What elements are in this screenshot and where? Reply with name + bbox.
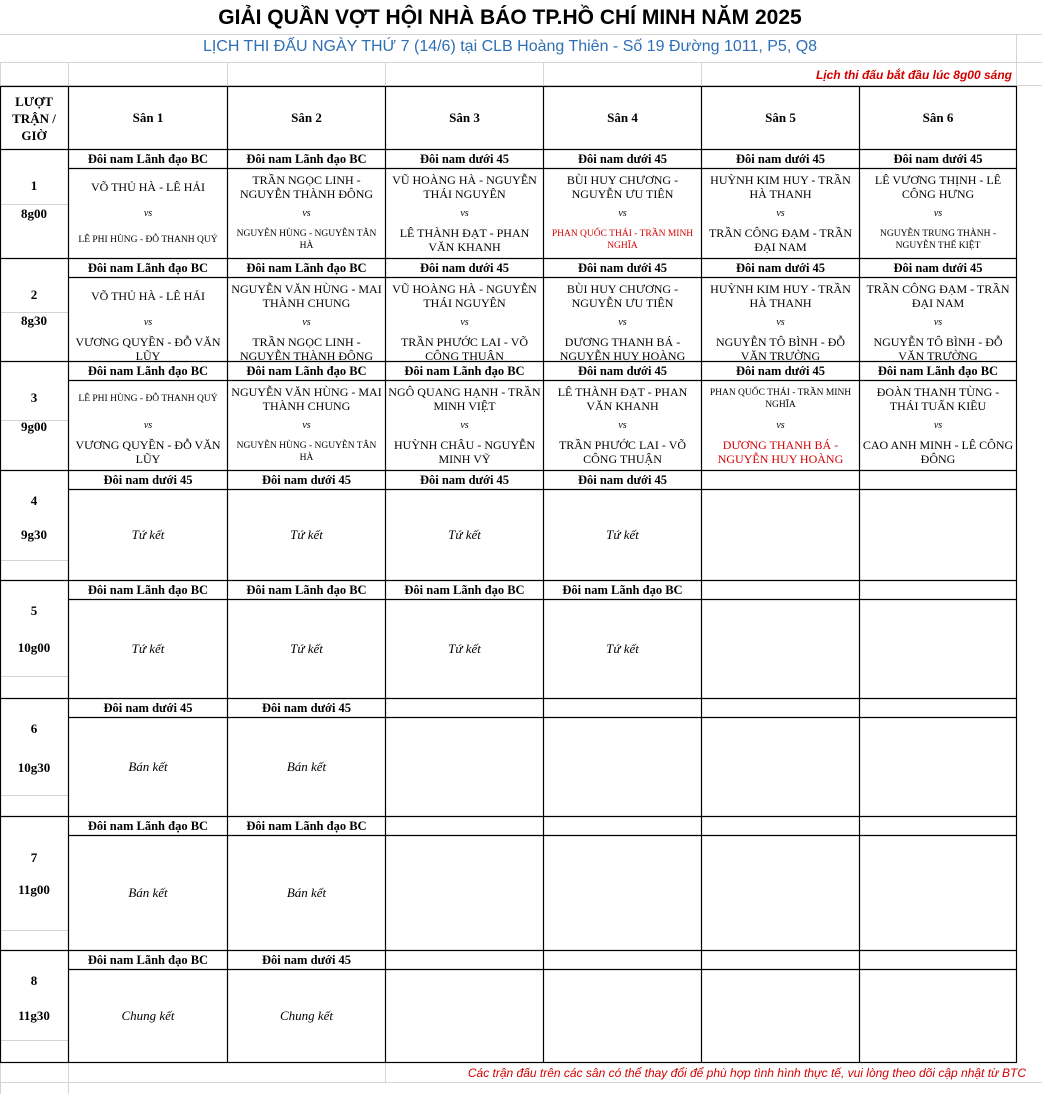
round-time: 9g30 xyxy=(21,527,47,542)
team-b: NGUYỄN HÙNG - NGUYỄN TÂN HÀ xyxy=(236,229,377,251)
page-subtitle: LỊCH THI ĐẤU NGÀY THỨ 7 (14/6) tại CLB Hoàng Thiên - Số 19 Đường 1011, P5, Q8 xyxy=(202,38,818,55)
category-label: Đôi nam Lãnh đạo BC xyxy=(87,953,209,967)
category-label: Đôi nam dưới 45 xyxy=(577,261,668,275)
category-label: Đôi nam Lãnh đạo BC xyxy=(246,152,367,166)
start-time-note: Lịch thi đấu bắt đầu lúc 8g00 sáng xyxy=(815,68,1012,82)
category-label: Đôi nam dưới 45 xyxy=(577,473,668,487)
header-round-line2: TRẬN / xyxy=(12,110,56,126)
team-b: NGUYỄN HÙNG - NGUYỄN TÂN HÀ xyxy=(236,441,377,463)
vs-label: vs xyxy=(933,208,943,219)
category-label: Đôi nam dưới 45 xyxy=(419,473,510,487)
team-a: VŨ HOÀNG HÀ - NGUYỄN THÁI NGUYÊN xyxy=(392,173,537,201)
court-header-3: Sân 3 xyxy=(449,110,480,125)
stage-label: Chung kết xyxy=(121,1008,175,1023)
category-label: Đôi nam dưới 45 xyxy=(735,261,826,275)
stage-label: Tứ kết xyxy=(448,527,481,542)
round-time: 10g00 xyxy=(17,640,51,655)
vs-label: vs xyxy=(776,317,785,328)
category-label: Đôi nam dưới 45 xyxy=(577,152,668,166)
category-label: Đôi nam dưới 45 xyxy=(893,261,983,275)
header-round-line3: GIỜ xyxy=(21,127,47,143)
team-a: BÙI HUY CHƯƠNG - NGUYỄN ƯU TIÊN xyxy=(566,173,679,201)
category-label: Đôi nam Lãnh đạo BC xyxy=(246,261,367,275)
team-b: DƯƠNG THANH BÁ - NGUYỄN HUY HOÀNG xyxy=(559,335,686,363)
team-b: NGUYỄN TÔ BÌNH - ĐỖ VĂN TRƯỜNG xyxy=(715,335,846,363)
category-label: Đôi nam Lãnh đạo BC xyxy=(877,364,999,378)
vs-label: vs xyxy=(302,208,311,219)
team-b: VƯƠNG QUYỀN - ĐỖ VĂN LŨY xyxy=(75,335,221,363)
header-round-line1: LƯỢT xyxy=(15,93,53,109)
team-a: HUỲNH KIM HUY - TRẦN HÀ THANH xyxy=(710,173,851,201)
category-label: Đôi nam Lãnh đạo BC xyxy=(87,261,209,275)
stage-label: Bán kết xyxy=(286,759,327,774)
stage-label: Tứ kết xyxy=(606,527,639,542)
vs-label: vs xyxy=(618,317,627,328)
category-label: Đôi nam Lãnh đạo BC xyxy=(87,819,209,833)
team-a: NGUYỄN VĂN HÙNG - MAI THÀNH CHUNG xyxy=(231,385,382,413)
team-b: HUỲNH CHÂU - NGUYỄN MINH VỸ xyxy=(394,438,535,466)
category-label: Đôi nam Lãnh đạo BC xyxy=(87,364,209,378)
stage-label: Chung kết xyxy=(279,1008,334,1023)
court-header-4: Sân 4 xyxy=(607,110,638,125)
vs-label: vs xyxy=(460,208,469,219)
category-label: Đôi nam dưới 45 xyxy=(577,364,668,378)
stage-label: Tứ kết xyxy=(606,641,639,656)
category-label: Đôi nam Lãnh đạo BC xyxy=(87,152,209,166)
round-time: 9g00 xyxy=(21,419,47,434)
round-time: 10g30 xyxy=(17,760,51,775)
round-time: 11g30 xyxy=(18,1008,50,1023)
team-a: VÕ THỦ HÀ - LÊ HẢI xyxy=(90,289,206,303)
category-label: Đôi nam Lãnh đạo BC xyxy=(87,583,209,597)
category-label: Đôi nam dưới 45 xyxy=(261,701,352,715)
court-header-2: Sân 2 xyxy=(291,110,322,125)
round-number: 3 xyxy=(30,390,38,405)
vs-label: vs xyxy=(618,208,627,219)
category-label: Đôi nam dưới 45 xyxy=(103,701,193,715)
round-time: 8g00 xyxy=(21,206,47,221)
round-number: 8 xyxy=(30,973,38,988)
round-number: 1 xyxy=(30,178,38,193)
category-label: Đôi nam Lãnh đạo BC xyxy=(246,819,367,833)
category-label: Đôi nam dưới 45 xyxy=(419,261,510,275)
team-b: LÊ THÀNH ĐẠT - PHAN VĂN KHANH xyxy=(399,226,530,254)
stage-label: Tứ kết xyxy=(448,641,481,656)
team-b: NGUYỄN TÔ BÌNH - ĐỖ VĂN TRƯỜNG xyxy=(873,335,1003,363)
team-a: HUỲNH KIM HUY - TRẦN HÀ THANH xyxy=(710,282,851,310)
team-a: BÙI HUY CHƯƠNG - NGUYỄN ƯU TIÊN xyxy=(566,282,679,310)
vs-label: vs xyxy=(302,420,311,431)
team-b: TRẦN PHƯỚC LAI - VÕ CÔNG THUẬN xyxy=(400,335,529,363)
stage-label: Tứ kết xyxy=(131,641,165,656)
team-b: LÊ PHI HÙNG - ĐỖ THANH QUÝ xyxy=(78,235,218,245)
category-label: Đôi nam dưới 45 xyxy=(735,152,826,166)
court-header-6: Sân 6 xyxy=(922,110,954,125)
team-b: TRẦN CÔNG ĐẠM - TRẦN ĐẠI NAM xyxy=(708,226,853,254)
team-b: TRẦN PHƯỚC LAI - VÕ CÔNG THUẬN xyxy=(558,438,687,466)
team-b: NGUYỄN TRUNG THÀNH - NGUYỄN THẾ KIỆT xyxy=(879,229,997,251)
category-label: Đôi nam Lãnh đạo BC xyxy=(562,583,683,597)
court-header-5: Sân 5 xyxy=(765,110,796,125)
footer-note: Các trận đấu trên các sân có thể thay đổi để phù hợp tình hình thực tế, vui lòng theo dõi cập nhật từ BTC xyxy=(467,1066,1026,1080)
team-a: NGÔ QUANG HẠNH - TRẦN MINH VIỆT xyxy=(388,385,541,413)
team-a: TRẦN NGỌC LINH - NGUYỄN THÀNH ĐÔNG xyxy=(239,173,374,201)
team-a: LÊ VƯƠNG THỊNH - LÊ CÔNG HƯNG xyxy=(874,173,1002,201)
vs-label: vs xyxy=(460,420,469,431)
stage-label: Tứ kết xyxy=(290,641,323,656)
team-b: DƯƠNG THANH BÁ - NGUYỄN HUY HOÀNG xyxy=(717,438,844,466)
team-b: VƯƠNG QUYỀN - ĐỖ VĂN LŨY xyxy=(75,438,221,466)
team-a: NGUYỄN VĂN HÙNG - MAI THÀNH CHUNG xyxy=(231,282,382,310)
vs-label: vs xyxy=(776,420,785,431)
vs-label: vs xyxy=(143,208,153,219)
vs-label: vs xyxy=(933,420,943,431)
vs-label: vs xyxy=(302,317,311,328)
round-number: 5 xyxy=(30,603,38,618)
team-a: VÕ THỦ HÀ - LÊ HẢI xyxy=(90,180,206,194)
round-time: 8g30 xyxy=(21,313,47,328)
vs-label: vs xyxy=(143,420,153,431)
team-b: PHAN QUỐC THÁI - TRẦN MINH NGHĨA xyxy=(551,229,694,251)
category-label: Đôi nam Lãnh đạo BC xyxy=(246,583,367,597)
round-time-header xyxy=(0,87,68,149)
stage-label: Bán kết xyxy=(128,759,168,774)
category-label: Đôi nam dưới 45 xyxy=(261,473,352,487)
stage-label: Tứ kết xyxy=(131,527,165,542)
court-header-1: Sân 1 xyxy=(132,110,164,125)
stage-label: Tứ kết xyxy=(290,527,323,542)
round-time: 11g00 xyxy=(18,882,50,897)
round-number: 7 xyxy=(30,850,38,865)
category-label: Đôi nam Lãnh đạo BC xyxy=(246,364,367,378)
team-a: VŨ HOÀNG HÀ - NGUYỄN THÁI NGUYÊN xyxy=(392,282,537,310)
round-number: 2 xyxy=(30,287,38,302)
team-a: TRẦN CÔNG ĐẠM - TRẦN ĐẠI NAM xyxy=(866,282,1010,310)
team-b: CAO ANH MINH - LÊ CÔNG ĐÔNG xyxy=(862,438,1014,466)
team-a: PHAN QUỐC THÁI - TRẦN MINH NGHĨA xyxy=(709,388,852,410)
team-a: LÊ THÀNH ĐẠT - PHAN VĂN KHANH xyxy=(557,385,688,413)
team-b: TRẦN NGỌC LINH - NGUYỄN THÀNH ĐÔNG xyxy=(239,335,374,363)
category-label: Đôi nam dưới 45 xyxy=(735,364,826,378)
category-label: Đôi nam Lãnh đạo BC xyxy=(404,583,525,597)
category-label: Đôi nam Lãnh đạo BC xyxy=(404,364,525,378)
vs-label: vs xyxy=(618,420,627,431)
vs-label: vs xyxy=(933,317,943,328)
category-label: Đôi nam dưới 45 xyxy=(893,152,983,166)
category-label: Đôi nam dưới 45 xyxy=(261,953,352,967)
category-label: Đôi nam dưới 45 xyxy=(419,152,510,166)
stage-label: Bán kết xyxy=(286,885,327,900)
page-title: GIẢI QUẦN VỢT HỘI NHÀ BÁO TP.HỒ CHÍ MINH NĂM 2025 xyxy=(218,6,802,29)
category-label: Đôi nam dưới 45 xyxy=(103,473,193,487)
vs-label: vs xyxy=(776,208,785,219)
round-number: 6 xyxy=(30,721,38,736)
vs-label: vs xyxy=(460,317,469,328)
stage-label: Bán kết xyxy=(128,885,168,900)
team-a: LÊ PHI HÙNG - ĐỖ THANH QUÝ xyxy=(78,394,218,404)
team-a: ĐOÀN THANH TÙNG - THÁI TUẤN KIỀU xyxy=(876,385,1000,413)
round-number: 4 xyxy=(30,493,38,508)
vs-label: vs xyxy=(143,317,153,328)
